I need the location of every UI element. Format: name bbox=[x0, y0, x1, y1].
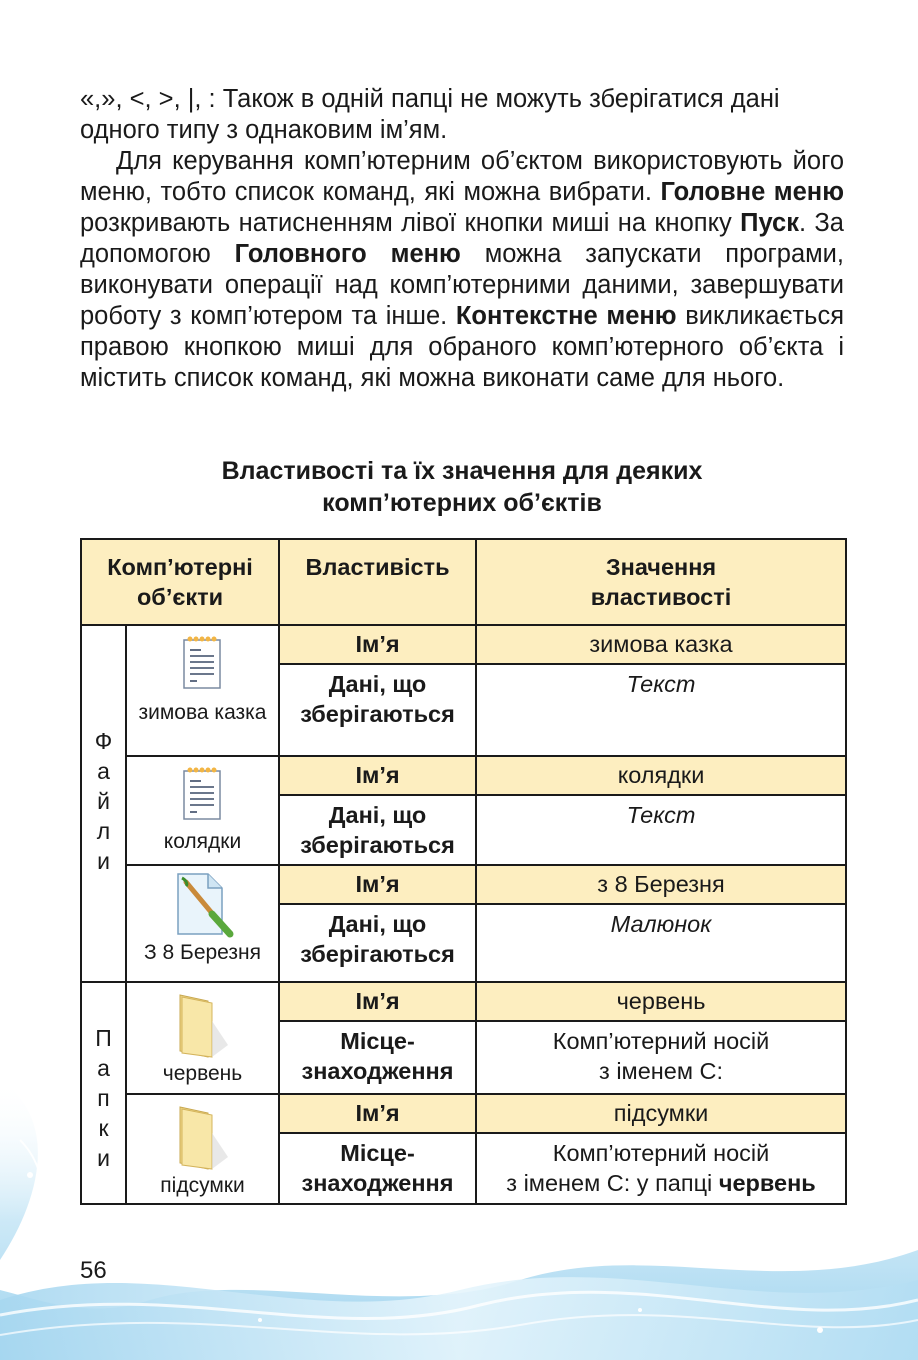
text-run: . За допомогою bbox=[80, 209, 844, 268]
object-cell bbox=[126, 756, 279, 865]
value-bold-folder: червень bbox=[718, 1170, 816, 1196]
property-name bbox=[279, 1021, 476, 1094]
property-name: Ім’я bbox=[279, 625, 476, 664]
folder-icon bbox=[168, 1103, 238, 1173]
page-number: 56 bbox=[80, 1257, 107, 1284]
text-run: можна запускати програми, виконувати операції над комп’ютерними даними, завершувати роботу з комп’ютером та інше. bbox=[80, 240, 844, 330]
property-value: Текст bbox=[476, 664, 846, 756]
text-file-icon bbox=[181, 765, 225, 823]
table-row bbox=[81, 756, 846, 795]
bold-term-start: Пуск bbox=[740, 209, 799, 237]
object-name: підсумки bbox=[160, 1174, 245, 1197]
text-file-icon bbox=[181, 634, 225, 692]
text-run: викликається правою кнопкою миші для обраного комп’ютерного об’єкта і містить список команд, які можна виконати саме для нього. bbox=[80, 302, 845, 392]
property-value: зимова казка bbox=[476, 625, 846, 664]
object-cell bbox=[126, 982, 279, 1094]
object-name: червень bbox=[162, 1062, 243, 1085]
caption-line-1: Властивості та їх значення для деяких bbox=[221, 457, 703, 485]
table-row bbox=[81, 1094, 846, 1133]
image-file-icon bbox=[172, 872, 234, 938]
category-letter: й bbox=[97, 788, 110, 814]
bold-term-main-menu-2: Головного меню bbox=[234, 240, 461, 268]
paragraph-continuation bbox=[80, 84, 844, 146]
bold-term-context-menu: Контекстне меню bbox=[455, 302, 677, 330]
property-value bbox=[476, 1021, 846, 1094]
property-value: з 8 Березня bbox=[476, 865, 846, 904]
property-name bbox=[279, 664, 476, 756]
header-objects: Комп’ютерні об’єкти bbox=[81, 539, 279, 625]
property-name bbox=[279, 795, 476, 865]
property-name: Ім’я bbox=[279, 865, 476, 904]
table-row bbox=[81, 982, 846, 1021]
category-letter: и bbox=[97, 848, 110, 874]
property-name bbox=[279, 1133, 476, 1204]
property-name: Ім’я bbox=[279, 982, 476, 1021]
value-line-2 bbox=[477, 1168, 845, 1198]
paragraph-line-2: одного типу з однаковим ім’ям. bbox=[80, 116, 448, 144]
value-text: з іменем С: у папці bbox=[506, 1170, 719, 1196]
property-name: Ім’я bbox=[279, 1094, 476, 1133]
text-run: Для керування комп’ютерним об’єктом використовують його меню, тобто список команд, які можна вибрати. bbox=[80, 147, 844, 206]
object-cell bbox=[126, 625, 279, 756]
property-name: Ім’я bbox=[279, 756, 476, 795]
property-value: підсумки bbox=[476, 1094, 846, 1133]
value-line-1: Комп’ютерний носій bbox=[552, 1140, 770, 1166]
property-name bbox=[279, 904, 476, 982]
bold-term-main-menu: Головне меню bbox=[660, 178, 844, 206]
text-run: розкривають натисненням лівої кнопки миші на кнопку bbox=[80, 209, 741, 237]
property-label: Дані, що зберігаються bbox=[300, 671, 455, 727]
property-value: Текст bbox=[476, 795, 846, 865]
object-cell bbox=[126, 865, 279, 982]
category-letter: Ф bbox=[94, 728, 113, 754]
table-caption bbox=[80, 455, 844, 519]
property-label: Місцезнаходження bbox=[301, 1028, 454, 1084]
paragraph-line-1: «,», <, >, |, : Також в одній папці не можуть зберігатися дані bbox=[80, 85, 780, 113]
object-cell bbox=[126, 1094, 279, 1204]
table-header-row bbox=[81, 539, 846, 625]
property-value: колядки bbox=[476, 756, 846, 795]
value-line-2: з іменем С: bbox=[599, 1058, 723, 1084]
object-name: колядки bbox=[163, 830, 242, 853]
category-letter: П bbox=[95, 1025, 112, 1051]
category-letter: к bbox=[98, 1115, 109, 1141]
object-name: З 8 Березня bbox=[144, 941, 261, 964]
category-letter: п bbox=[97, 1085, 110, 1111]
property-label: Дані, що зберігаються bbox=[300, 911, 455, 967]
paragraph-menus bbox=[80, 146, 844, 394]
table-row bbox=[81, 625, 846, 664]
category-letter: л bbox=[96, 818, 111, 844]
property-value: Малюнок bbox=[476, 904, 846, 982]
category-folders bbox=[81, 982, 126, 1204]
category-letter: и bbox=[97, 1145, 110, 1171]
value-line-1: Комп’ютерний носій bbox=[552, 1028, 770, 1054]
property-label: Місцезнаходження bbox=[301, 1140, 454, 1196]
object-name: зимова казка bbox=[138, 701, 267, 724]
folder-icon bbox=[168, 991, 238, 1061]
table-row bbox=[81, 865, 846, 904]
property-value: червень bbox=[476, 982, 846, 1021]
header-value: Значення властивості bbox=[476, 539, 846, 625]
caption-line-2: комп’ютерних об’єктів bbox=[322, 489, 602, 517]
header-property: Властивість bbox=[279, 539, 476, 625]
property-label: Дані, що зберігаються bbox=[300, 802, 455, 858]
properties-table bbox=[80, 538, 847, 1205]
property-value bbox=[476, 1133, 846, 1204]
category-letter: а bbox=[97, 1055, 110, 1081]
category-files bbox=[81, 625, 126, 982]
category-letter: а bbox=[97, 758, 110, 784]
